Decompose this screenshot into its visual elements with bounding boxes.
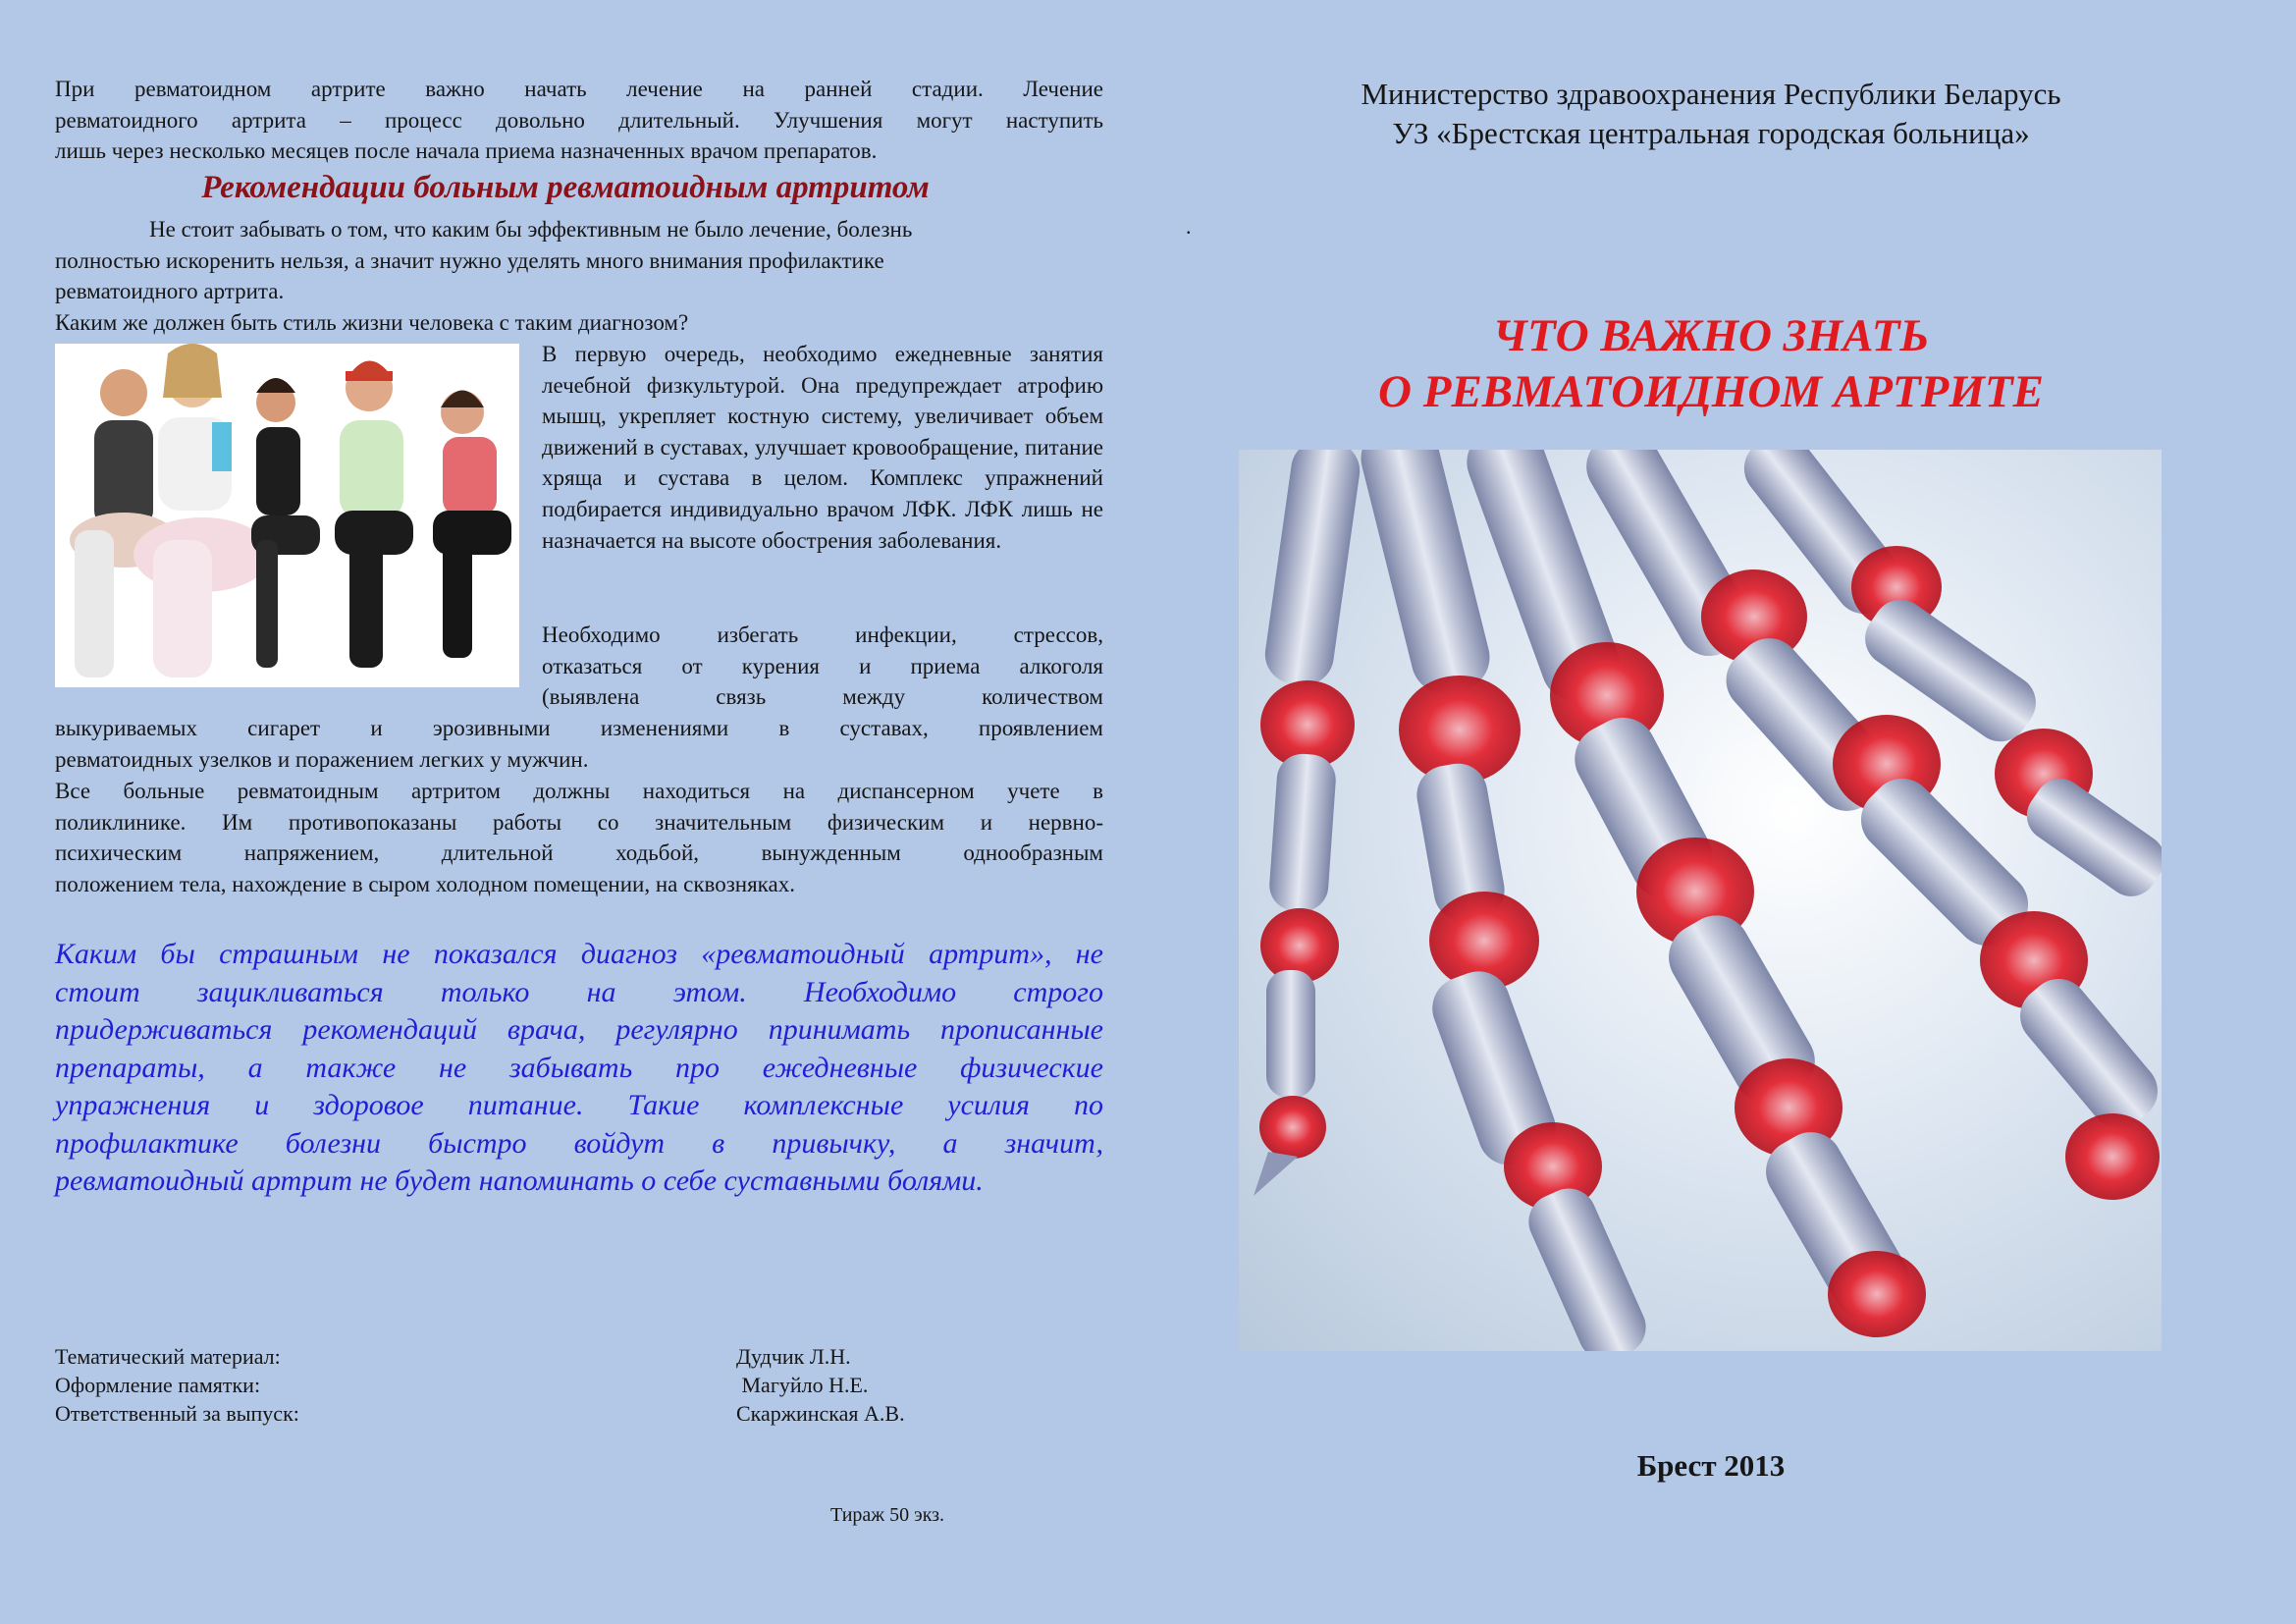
dispensary-paragraph: Все больные ревматоидным артритом должны находиться на диспансерном учете в поликлинике. Им противопоказаны работы со значительным физическим и нервно- психическим напряжением, длительной ходьбой, вынужденным однообразным положением тела, нахождение в сыром холодном помещении, на сквозняках. bbox=[55, 779, 1103, 896]
closing-quote: Каким бы страшным не показался диагноз «ревматоидный артрит», не стоит зацикливаться только на этом. Необходимо строго придерживаться рекомендаций врача, регулярно принимать прописанные препараты, а также не забывать про ежедневные физические упражнения и здоровое питание. Такие комплексные усилия по профилактике болезни быстро войдут в привычку, а значит, ревматоидный артрит не будет напоминать о себе суставными болями. bbox=[55, 938, 1103, 1197]
credits-block bbox=[55, 1342, 1103, 1428]
reminder-paragraph: Не стоит забывать о том, что каким бы эффективным не было лечение, болезнь полностью искоренить нельзя, а значит нужно уделять много внимания профилактике ревматоидного артрита. Каким же должен быть стиль жизни человека с таким диагнозом? bbox=[55, 214, 1103, 338]
recommendations-heading: Рекомендации больным ревматоидным артритом bbox=[201, 170, 930, 205]
infection-paragraph: выкуриваемых сигарет и эрозивными изменениями в суставах, проявлением ревматоидных узелков и поражением легких у мужчин. bbox=[55, 716, 1103, 772]
lifestyle-question: Каким же должен быть стиль жизни человека с таким диагнозом? bbox=[55, 309, 689, 335]
hand-xray-image bbox=[1239, 450, 2162, 1351]
hand-bones-illustration bbox=[1239, 450, 2162, 1351]
intro-paragraph: При ревматоидном артрите важно начать лечение на ранней стадии. Лечение ревматоидного артрита – процесс довольно длительный. Улучшения могут наступить лишь через несколько месяцев после начала приема назначенных врачом препаратов. bbox=[55, 77, 1103, 163]
stray-dot: . bbox=[1186, 214, 1192, 239]
city-year: Брест 2013 bbox=[1636, 1448, 1786, 1483]
exercise-photo bbox=[55, 344, 519, 687]
credit-row: Ответственный за выпуск: Скаржинская А.В. bbox=[55, 1401, 905, 1426]
credit-row: Оформление памятки: Магуйло Н.Е. bbox=[55, 1373, 869, 1397]
ministry-header: Министерство здравоохранения Республики Беларусь УЗ «Брестская центральная городская больница» bbox=[1361, 77, 2061, 150]
exercise-paragraph: В первую очередь, необходимо ежедневные занятия лечебной физкультурой. Она предупреждает атрофию мышц, укрепляет костную систему, увеличивает объем движений в суставах, улучшает кровообращение, питание хряща и сустава в целом. Комплекс упражнений подбирается индивидуально врачом ЛФК. ЛФК лишь не назначается на высоте обострения заболевания. bbox=[542, 342, 1103, 553]
brochure-title: ЧТО ВАЖНО ЗНАТЬ О РЕВМАТОИДНОМ АРТРИТЕ bbox=[1378, 310, 2044, 417]
infection-paragraph-wrapped: Необходимо избегать инфекции, стрессов, отказаться от курения и приема алкоголя (выявлена связь между количеством bbox=[542, 623, 1103, 710]
credit-row: Тематический материал: Дудчик Л.Н. bbox=[55, 1344, 851, 1369]
print-run: Тираж 50 экз. bbox=[830, 1504, 945, 1526]
exercise-group-illustration bbox=[55, 344, 519, 687]
